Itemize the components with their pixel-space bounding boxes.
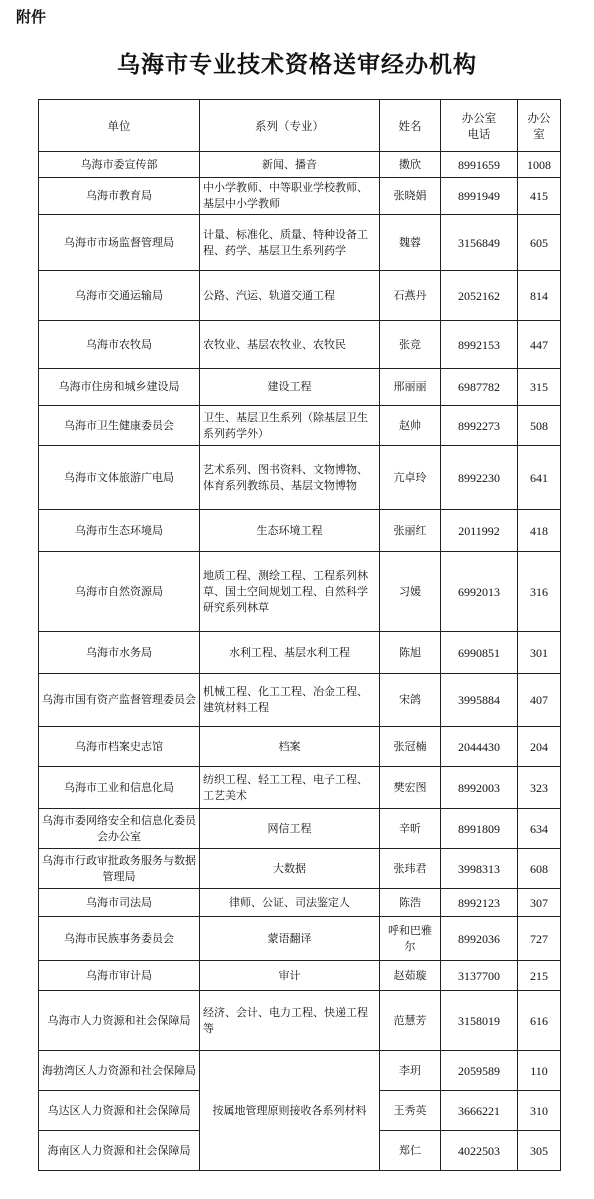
cell-phone: 2052162 [441, 271, 518, 321]
cell-unit: 海南区人力资源和社会保障局 [39, 1131, 200, 1171]
cell-series: 审计 [200, 961, 380, 991]
table-row [39, 1051, 561, 1091]
cell-series: 建设工程 [200, 369, 380, 406]
table-row [39, 727, 561, 767]
cell-phone: 8992153 [441, 321, 518, 369]
cell-unit: 乌海市住房和城乡建设局 [39, 369, 200, 406]
cell-room: 215 [518, 961, 561, 991]
attachment-label: 附件 [16, 8, 47, 26]
cell-name: 郑仁 [380, 1131, 441, 1171]
table-row [39, 215, 561, 271]
agency-table [38, 99, 561, 1171]
cell-name: 呼和巴雅尔 [380, 917, 441, 961]
cell-name: 宋鸽 [380, 674, 441, 727]
cell-series: 纺织工程、轻工工程、电子工程、工艺美术 [200, 767, 380, 809]
cell-series: 律师、公证、司法鉴定人 [200, 889, 380, 917]
cell-room: 110 [518, 1051, 561, 1091]
cell-phone: 6987782 [441, 369, 518, 406]
table-row [39, 406, 561, 446]
cell-series: 公路、汽运、轨道交通工程 [200, 271, 380, 321]
cell-phone: 2011992 [441, 510, 518, 552]
table-row [39, 809, 561, 849]
cell-name: 习媛 [380, 552, 441, 632]
cell-room: 634 [518, 809, 561, 849]
cell-series-merged: 按属地管理原则接收各系列材料 [200, 1051, 380, 1171]
cell-room: 508 [518, 406, 561, 446]
header-series: 系列（专业） [200, 100, 380, 152]
cell-name: 张晓娟 [380, 178, 441, 215]
cell-unit: 海勃湾区人力资源和社会保障局 [39, 1051, 200, 1091]
cell-room: 315 [518, 369, 561, 406]
table-row [39, 632, 561, 674]
cell-phone: 2059589 [441, 1051, 518, 1091]
header-phone-line1: 办公室 [461, 110, 497, 125]
table-row [39, 510, 561, 552]
cell-phone: 8992123 [441, 889, 518, 917]
table-row [39, 369, 561, 406]
cell-name: 王秀英 [380, 1091, 441, 1131]
cell-series: 卫生、基层卫生系列（除基层卫生系列药学外） [200, 406, 380, 446]
cell-room: 641 [518, 446, 561, 510]
cell-room: 204 [518, 727, 561, 767]
table-row [39, 917, 561, 961]
cell-name: 樊宏图 [380, 767, 441, 809]
table-row [39, 767, 561, 809]
cell-room: 447 [518, 321, 561, 369]
cell-phone: 6990851 [441, 632, 518, 674]
cell-phone: 8991659 [441, 152, 518, 178]
cell-unit: 乌海市民族事务委员会 [39, 917, 200, 961]
cell-phone: 6992013 [441, 552, 518, 632]
table-row [39, 271, 561, 321]
cell-name: 魏蓉 [380, 215, 441, 271]
cell-room: 814 [518, 271, 561, 321]
cell-unit: 乌海市交通运输局 [39, 271, 200, 321]
cell-series: 农牧业、基层农牧业、农牧民 [200, 321, 380, 369]
table-header-row [39, 100, 561, 152]
cell-room: 1008 [518, 152, 561, 178]
cell-series: 中小学教师、中等职业学校教师、基层中小学教师 [200, 178, 380, 215]
table-row [39, 178, 561, 215]
cell-name: 擞欣 [380, 152, 441, 178]
cell-series: 艺术系列、图书资料、文物博物、体育系列教练员、基层文物博物 [200, 446, 380, 510]
cell-series: 档案 [200, 727, 380, 767]
cell-room: 407 [518, 674, 561, 727]
cell-phone: 3995884 [441, 674, 518, 727]
cell-name: 辛昕 [380, 809, 441, 849]
cell-phone: 8992036 [441, 917, 518, 961]
header-phone-line2: 电话 [467, 126, 491, 141]
cell-name: 范慧芳 [380, 991, 441, 1051]
cell-unit: 乌海市自然资源局 [39, 552, 200, 632]
cell-name: 赵帅 [380, 406, 441, 446]
cell-series: 蒙语翻译 [200, 917, 380, 961]
cell-phone: 3666221 [441, 1091, 518, 1131]
cell-phone: 8992273 [441, 406, 518, 446]
cell-phone: 8992230 [441, 446, 518, 510]
cell-room: 608 [518, 849, 561, 889]
cell-room: 316 [518, 552, 561, 632]
table-row [39, 849, 561, 889]
cell-unit: 乌海市档案史志馆 [39, 727, 200, 767]
cell-room: 418 [518, 510, 561, 552]
cell-series: 水利工程、基层水利工程 [200, 632, 380, 674]
cell-phone: 2044430 [441, 727, 518, 767]
header-room-line2: 室 [533, 126, 545, 141]
header-room-line1: 办公 [527, 110, 551, 125]
cell-unit: 乌海市生态环境局 [39, 510, 200, 552]
cell-phone: 4022503 [441, 1131, 518, 1171]
cell-phone: 8992003 [441, 767, 518, 809]
cell-room: 301 [518, 632, 561, 674]
cell-unit: 乌海市工业和信息化局 [39, 767, 200, 809]
cell-unit: 乌海市人力资源和社会保障局 [39, 991, 200, 1051]
cell-series: 地质工程、测绘工程、工程系列林草、国土空间规划工程、自然科学研究系列林草 [200, 552, 380, 632]
cell-unit: 乌海市国有资产监督管理委员会 [39, 674, 200, 727]
cell-name: 张玮君 [380, 849, 441, 889]
cell-phone: 3156849 [441, 215, 518, 271]
cell-name: 陈浩 [380, 889, 441, 917]
cell-series: 新闻、播音 [200, 152, 380, 178]
cell-series: 机械工程、化工工程、冶金工程、建筑材料工程 [200, 674, 380, 727]
cell-phone: 3137700 [441, 961, 518, 991]
cell-name: 邢丽丽 [380, 369, 441, 406]
cell-phone: 3998313 [441, 849, 518, 889]
cell-room: 307 [518, 889, 561, 917]
cell-unit: 乌达区人力资源和社会保障局 [39, 1091, 200, 1131]
cell-unit: 乌海市农牧局 [39, 321, 200, 369]
table-row [39, 152, 561, 178]
cell-unit: 乌海市委网络安全和信息化委员会办公室 [39, 809, 200, 849]
cell-name: 张丽红 [380, 510, 441, 552]
cell-unit: 乌海市行政审批政务服务与数据管理局 [39, 849, 200, 889]
header-phone [441, 100, 518, 152]
cell-unit: 乌海市委宣传部 [39, 152, 200, 178]
cell-name: 赵茹璇 [380, 961, 441, 991]
cell-name: 石燕丹 [380, 271, 441, 321]
table-row [39, 889, 561, 917]
cell-unit: 乌海市卫生健康委员会 [39, 406, 200, 446]
table-row [39, 446, 561, 510]
cell-unit: 乌海市司法局 [39, 889, 200, 917]
table-row [39, 321, 561, 369]
header-unit: 单位 [39, 100, 200, 152]
table-row [39, 552, 561, 632]
cell-name: 李玥 [380, 1051, 441, 1091]
cell-series: 大数据 [200, 849, 380, 889]
cell-name: 陈旭 [380, 632, 441, 674]
header-room [518, 100, 561, 152]
cell-unit: 乌海市市场监督管理局 [39, 215, 200, 271]
cell-phone: 8991809 [441, 809, 518, 849]
cell-series: 经济、会计、电力工程、快递工程等 [200, 991, 380, 1051]
cell-room: 310 [518, 1091, 561, 1131]
cell-name: 张竞 [380, 321, 441, 369]
cell-room: 305 [518, 1131, 561, 1171]
cell-phone: 8991949 [441, 178, 518, 215]
cell-series: 计量、标准化、质量、特种设备工程、药学、基层卫生系列药学 [200, 215, 380, 271]
table-row [39, 961, 561, 991]
header-name: 姓名 [380, 100, 441, 152]
cell-unit: 乌海市教育局 [39, 178, 200, 215]
cell-unit: 乌海市文体旅游广电局 [39, 446, 200, 510]
cell-room: 616 [518, 991, 561, 1051]
cell-room: 415 [518, 178, 561, 215]
cell-unit: 乌海市审计局 [39, 961, 200, 991]
table-row [39, 991, 561, 1051]
cell-unit: 乌海市水务局 [39, 632, 200, 674]
page-title: 乌海市专业技术资格送审经办机构 [117, 51, 477, 78]
cell-series: 生态环境工程 [200, 510, 380, 552]
cell-phone: 3158019 [441, 991, 518, 1051]
cell-name: 亢卓玲 [380, 446, 441, 510]
cell-series: 网信工程 [200, 809, 380, 849]
cell-room: 605 [518, 215, 561, 271]
cell-room: 323 [518, 767, 561, 809]
cell-name: 张冠楠 [380, 727, 441, 767]
table-row [39, 674, 561, 727]
cell-room: 727 [518, 917, 561, 961]
